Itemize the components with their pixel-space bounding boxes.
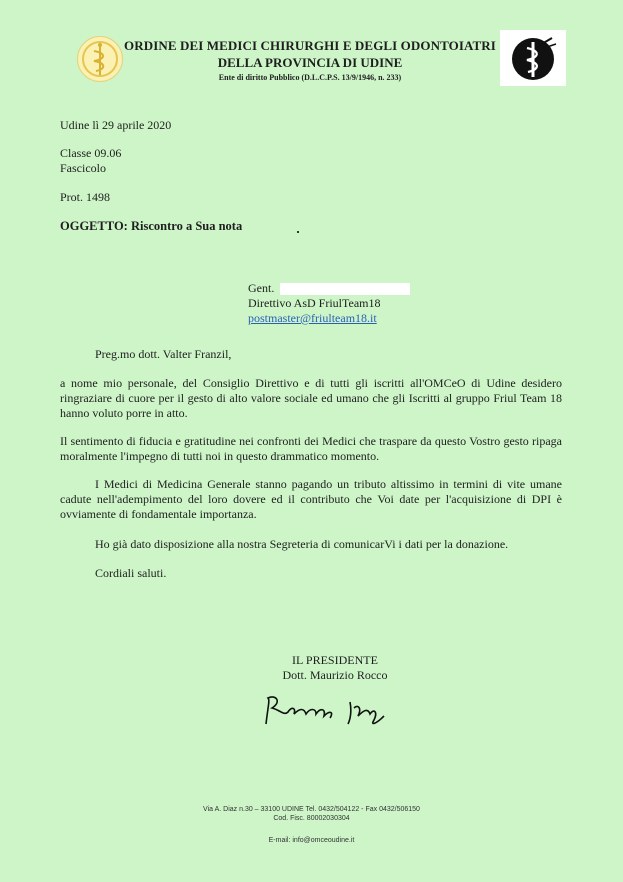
footer-email: E-mail: info@omceoudine.it (268, 837, 355, 844)
redacted-name (280, 283, 410, 295)
signatory-name: Dott. Maurizio Rocco (282, 668, 388, 682)
recipient-salutation: Gent. (248, 281, 275, 295)
aesculapius-staff-logo-icon (500, 30, 566, 86)
recipient-block (248, 281, 410, 326)
caduceus-logo-icon (77, 36, 123, 82)
signature-block (276, 653, 394, 683)
body-paragraph-3: I Medici di Medicina Generale stanno pagando un tributo altissimo in termini di vite umane cadute nell'adempimento del loro dovere ed il contributo che Voi date per l'acquisizione di DPI è ovviamente di fondamentale importanza. (60, 477, 562, 521)
subject-line: OGGETTO: Riscontro a Sua nota (60, 219, 243, 233)
recipient-email-link[interactable]: postmaster@friulteam18.it (248, 311, 377, 325)
footer-address: Via A. Diaz n.30 – 33100 UDINE Tel. 0432/504122 - Fax 0432/506150 (203, 806, 420, 813)
greeting: Preg.mo dott. Valter Franzil, (95, 347, 232, 361)
classe: Classe 09.06 (60, 146, 122, 160)
org-province: DELLA PROVINCIA DI UDINE (217, 55, 403, 70)
closing: Cordiali saluti. (95, 566, 167, 580)
place-date: Udine lì 29 aprile 2020 (60, 118, 172, 132)
recipient-role: Direttivo AsD FriulTeam18 (248, 296, 381, 310)
speck (297, 231, 299, 233)
body-paragraph-2: Il sentimento di fiducia e gratitudine nei confronti dei Medici che traspare da questo Vostro gesto ripaga moralmente l'impegno di tutti noi in questo drammatico momento. (60, 434, 562, 463)
signatory-title: IL PRESIDENTE (292, 653, 378, 667)
footer-fiscal-code: Cod. Fisc. 80002030304 (273, 815, 350, 822)
org-name: ORDINE DEI MEDICI CHIRURGHI E DEGLI ODONTOIATRI (124, 38, 496, 53)
org-legal-status: Ente di diritto Pubblico (D.L.C.P.S. 13/9/1946, n. 233) (218, 73, 402, 82)
body-paragraph-4: Ho già dato disposizione alla nostra Segreteria di comunicarVi i dati per la donazione. (95, 537, 509, 551)
body-paragraph-1: a nome mio personale, del Consiglio Direttivo e di tutti gli iscritti all'OMCeO di Udine desidero ringraziare di cuore per il gesto di alto valore sociale ed umano che gli Iscritti al gruppo Friul Team 18 hanno voluto porre in atto. (60, 376, 562, 420)
handwritten-signature (258, 686, 398, 736)
letterhead (120, 38, 500, 82)
protocol-number: Prot. 1498 (60, 190, 111, 204)
fascicolo: Fascicolo (60, 161, 106, 175)
